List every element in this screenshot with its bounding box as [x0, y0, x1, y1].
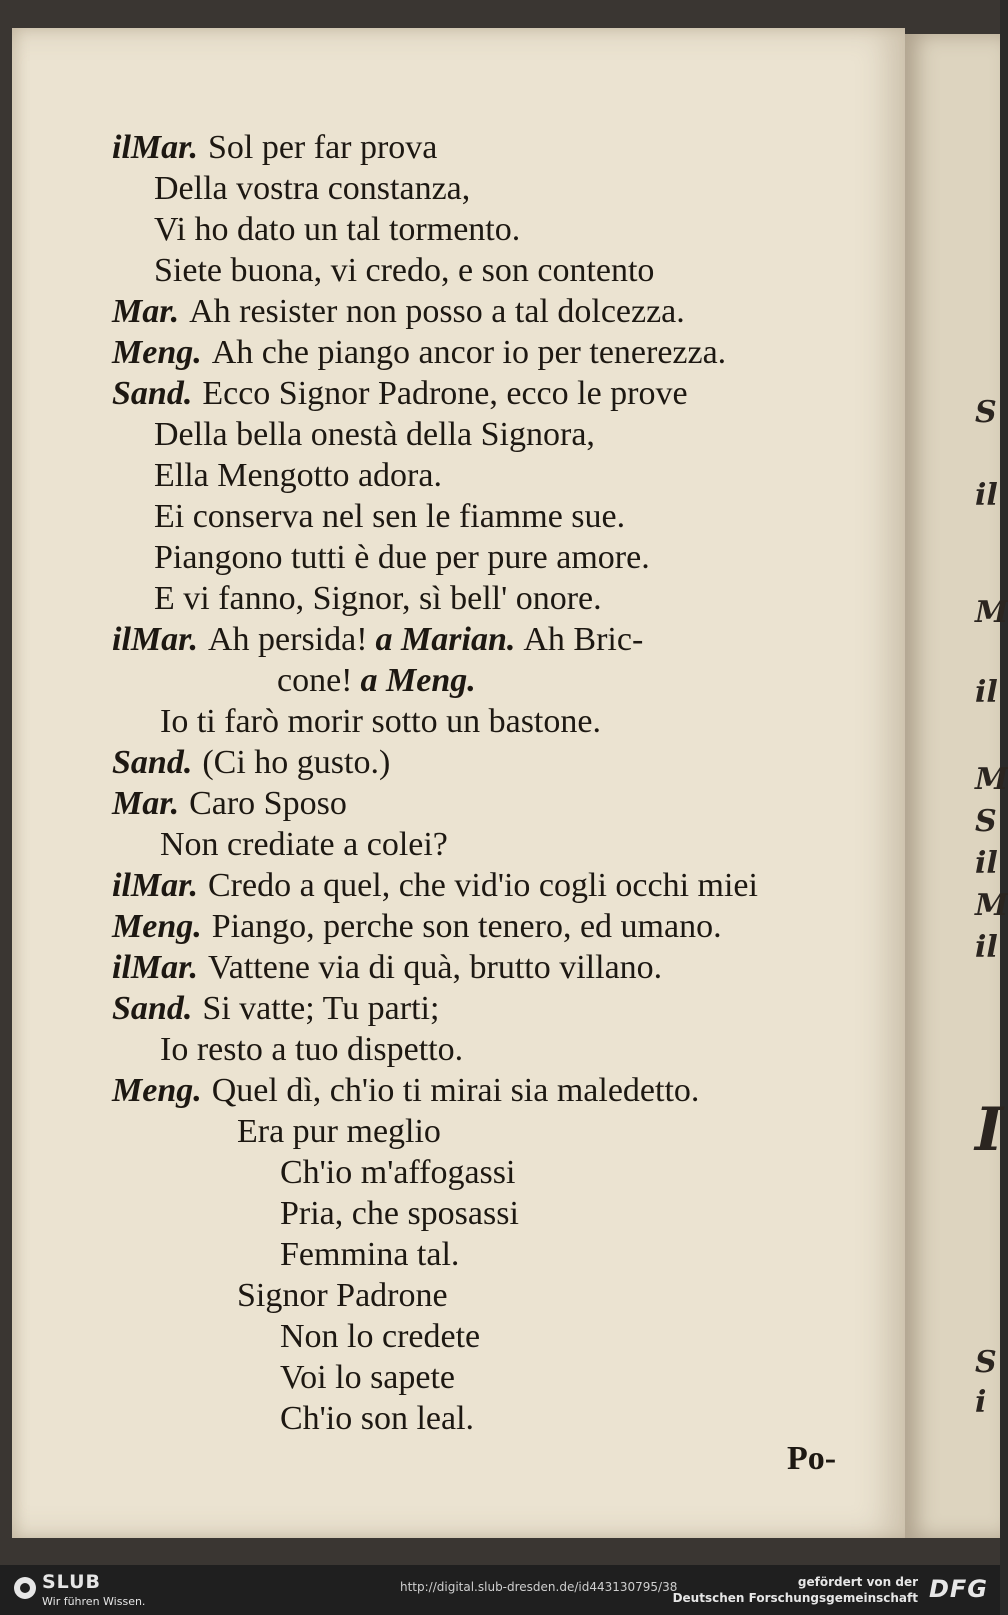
speaker-label: Mar. — [112, 785, 180, 822]
text-line — [154, 210, 520, 250]
dfg-logo: DFG — [928, 1575, 988, 1603]
speaker-label: Sand. — [112, 375, 193, 412]
line-text: Piango, perche son tenero, ed umano. — [211, 908, 722, 945]
line-text: Ah persida! — [207, 621, 368, 658]
text-line — [112, 989, 439, 1029]
text-line — [280, 1358, 455, 1398]
text-line — [280, 1235, 459, 1275]
line-text: Si vatte; Tu parti; — [202, 990, 440, 1027]
text-line — [112, 1071, 699, 1111]
text-line — [112, 948, 662, 988]
line-text: Pria, che sposassi — [280, 1195, 519, 1232]
text-line — [154, 497, 625, 537]
stage-direction: a Meng. — [360, 662, 476, 699]
line-text: Vattene via di quà, brutto villano. — [207, 949, 663, 986]
facing-page-glyph: S — [975, 395, 997, 430]
funder-line: Deutschen Forschungsgemeinschaft — [672, 1591, 918, 1605]
text-line — [112, 784, 347, 824]
speaker-label: Sand. — [112, 990, 193, 1027]
line-text: Io resto a tuo dispetto. — [160, 1031, 464, 1068]
line-text: Ah Bric- — [523, 621, 644, 658]
line-text: Ecco Signor Padrone, ecco le prove — [202, 375, 688, 412]
text-line — [280, 1194, 519, 1234]
text-line — [237, 1112, 441, 1152]
line-text: Sol per far prova — [207, 129, 438, 166]
facing-page-glyph: il — [975, 675, 998, 710]
catchword: Po- — [787, 1440, 837, 1477]
text-line — [154, 456, 442, 496]
text-line — [154, 579, 602, 619]
stage-direction: a Marian. — [375, 621, 516, 658]
facing-page-glyph: S — [975, 1345, 997, 1380]
brand-tagline: Wir führen Wissen. — [42, 1595, 146, 1608]
text-line — [112, 907, 722, 947]
speaker-label: Meng. — [112, 334, 202, 371]
text-line — [280, 1153, 515, 1193]
slub-logo-icon — [14, 1577, 36, 1599]
facing-page-glyph: I — [975, 1095, 1004, 1165]
facing-page-glyph: il — [975, 478, 998, 513]
line-text: Femmina tal. — [280, 1236, 460, 1273]
facing-page-glyph: M — [975, 595, 1008, 630]
line-text: Vi ho dato un tal tormento. — [154, 211, 521, 248]
funder-line: gefördert von der — [797, 1575, 918, 1589]
text-line — [112, 292, 685, 332]
text-line — [280, 1399, 474, 1439]
line-text: E vi fanno, Signor, sì bell' onore. — [154, 580, 602, 617]
line-text: Credo a quel, che vid'io cogli occhi miei — [207, 867, 758, 904]
line-text: Della bella onestà della Signora, — [154, 416, 595, 453]
text-line — [112, 743, 390, 783]
line-text: Ch'io son leal. — [280, 1400, 475, 1437]
line-text: Della vostra constanza, — [154, 170, 471, 207]
line-text: Ch'io m'affogassi — [280, 1154, 516, 1191]
line-text: cone! — [277, 662, 353, 699]
line-text: Siete buona, vi credo, e son contento — [154, 252, 655, 289]
text-line — [154, 415, 595, 455]
text-line — [112, 866, 758, 906]
line-text: Non crediate a colei? — [160, 826, 448, 863]
facing-page-glyph: M — [975, 762, 1008, 797]
line-text: Caro Sposo — [189, 785, 347, 822]
line-text: Ella Mengotto adora. — [154, 457, 442, 494]
facing-page-glyph: il — [975, 846, 998, 881]
play-text — [12, 28, 905, 1538]
text-line — [112, 374, 688, 414]
text-line — [112, 620, 643, 660]
text-line — [277, 661, 484, 701]
text-line — [280, 1317, 480, 1357]
funder-credit — [673, 1574, 918, 1606]
speaker-label: ilMar. — [112, 867, 198, 904]
speaker-label: ilMar. — [112, 621, 198, 658]
line-text: Io ti farò morir sotto un bastone. — [160, 703, 601, 740]
text-line — [154, 251, 654, 291]
line-text: Quel dì, ch'io ti mirai sia maledetto. — [211, 1072, 700, 1109]
text-line — [160, 1030, 463, 1070]
line-text: Signor Padrone — [237, 1277, 448, 1314]
text-line — [112, 128, 437, 168]
line-text: Era pur meglio — [237, 1113, 441, 1150]
line-text: Piangono tutti è due per pure amore. — [154, 539, 650, 576]
text-line — [154, 538, 650, 578]
line-text: (Ci ho gusto.) — [202, 744, 391, 781]
viewer-footer — [0, 1565, 1000, 1615]
text-line — [154, 169, 470, 209]
line-text: Ei conserva nel sen le fiamme sue. — [154, 498, 626, 535]
text-line — [160, 825, 448, 865]
speaker-label: ilMar. — [112, 129, 198, 166]
line-text: Non lo credete — [280, 1318, 481, 1355]
speaker-label: Sand. — [112, 744, 193, 781]
source-url-link[interactable]: http://digital.slub-dresden.de/id443130795/38 — [400, 1580, 678, 1594]
text-line — [160, 702, 601, 742]
facing-page-glyph: il — [975, 930, 998, 965]
facing-page-glyph: S — [975, 804, 997, 839]
facing-page-glyph: M — [975, 888, 1008, 923]
line-text: Voi lo sapete — [280, 1359, 456, 1396]
speaker-label: Meng. — [112, 908, 202, 945]
book-page — [12, 28, 905, 1538]
line-text: Ah che piango ancor io per tenerezza. — [211, 334, 727, 371]
text-line — [237, 1276, 448, 1316]
line-text: Ah resister non posso a tal dolcezza. — [189, 293, 685, 330]
speaker-label: Mar. — [112, 293, 180, 330]
speaker-label: Meng. — [112, 1072, 202, 1109]
brand-name: SLUB — [42, 1571, 102, 1593]
facing-page-glyph: i — [975, 1385, 987, 1420]
text-line — [112, 333, 726, 373]
speaker-label: ilMar. — [112, 949, 198, 986]
